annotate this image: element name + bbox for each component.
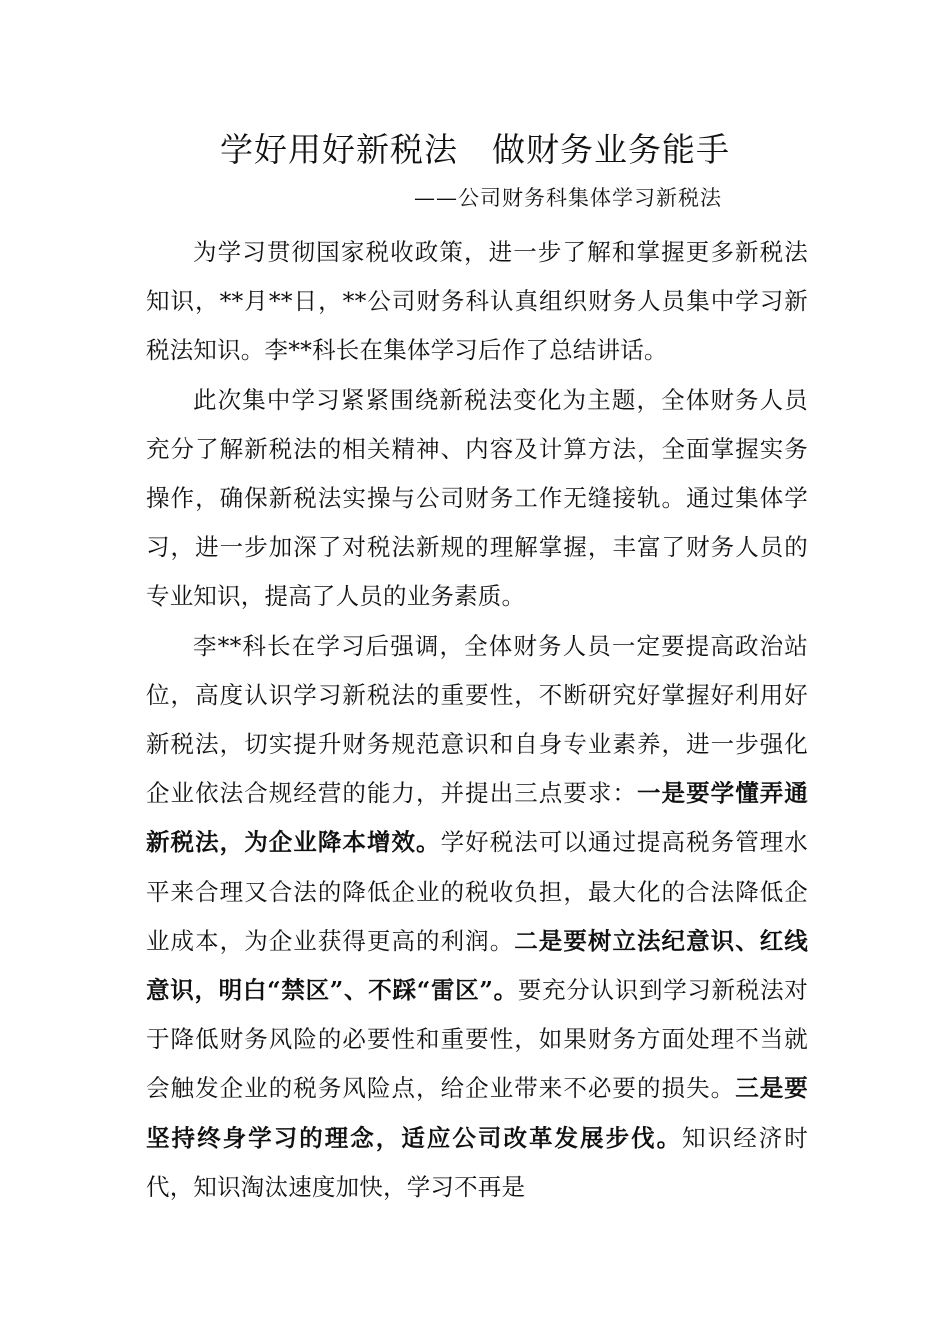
paragraph-3 [146, 622, 808, 1212]
document-subtitle: ——公司财务科集体学习新税法 [414, 186, 722, 210]
document-title: 学好用好新税法 做财务业务能手 [220, 130, 730, 169]
requirement-2-text: 要充分认识到学习新税法对于降低财务风险的必要性和重要性，如果财务方面处理不当就会触发企业的税务风险点，给企业带来不必要的损失。 [146, 976, 809, 1103]
paragraph-2: 此次集中学习紧紧围绕新税法变化为主题，全体财务人员充分了解新税法的相关精神、内容及计算方法，全面掌握实务操作，确保新税法实操与公司财务工作无缝接轨。通过集体学习，进一步加深了对税法新规的理解掌握，丰富了财务人员的专业知识，提高了人员的业务素质。 [146, 385, 808, 611]
document-body [146, 228, 808, 1212]
requirement-1-text: 学好税法可以通过提高税务管理水平来合理又合法的降低企业的税收负担，最大化的合法降低企业成本，为企业获得更高的利润。 [146, 828, 809, 955]
requirement-2-heading: 二是要树立法纪意识、红线意识，明白“禁区”、不踩“雷区”。 [146, 926, 808, 1005]
requirement-3-heading: 三是要坚持终身学习的理念，适应公司改革发展步伐。 [146, 1074, 808, 1152]
paragraph-1: 为学习贯彻国家税收政策，进一步了解和掌握更多新税法知识，**月**日，**公司财务科认真组织财务人员集中学习新税法知识。李**科长在集体学习后作了总结讲话。 [146, 238, 808, 365]
paragraph-3-intro: 李**科长在学习后强调，全体财务人员一定要提高政治站位，高度认识学习新税法的重要性，不断研究好掌握好利用好新税法，切实提升财务规范意识和自身专业素养，进一步强化企业依法合规经营的能力，并提出三点要求： [146, 631, 808, 808]
requirement-1-heading: 一是要学懂弄通新税法，为企业降本增效。 [146, 779, 808, 857]
requirement-3-text: 知识经济时代，知识淘汰速度加快，学习不再是 [146, 1123, 808, 1201]
